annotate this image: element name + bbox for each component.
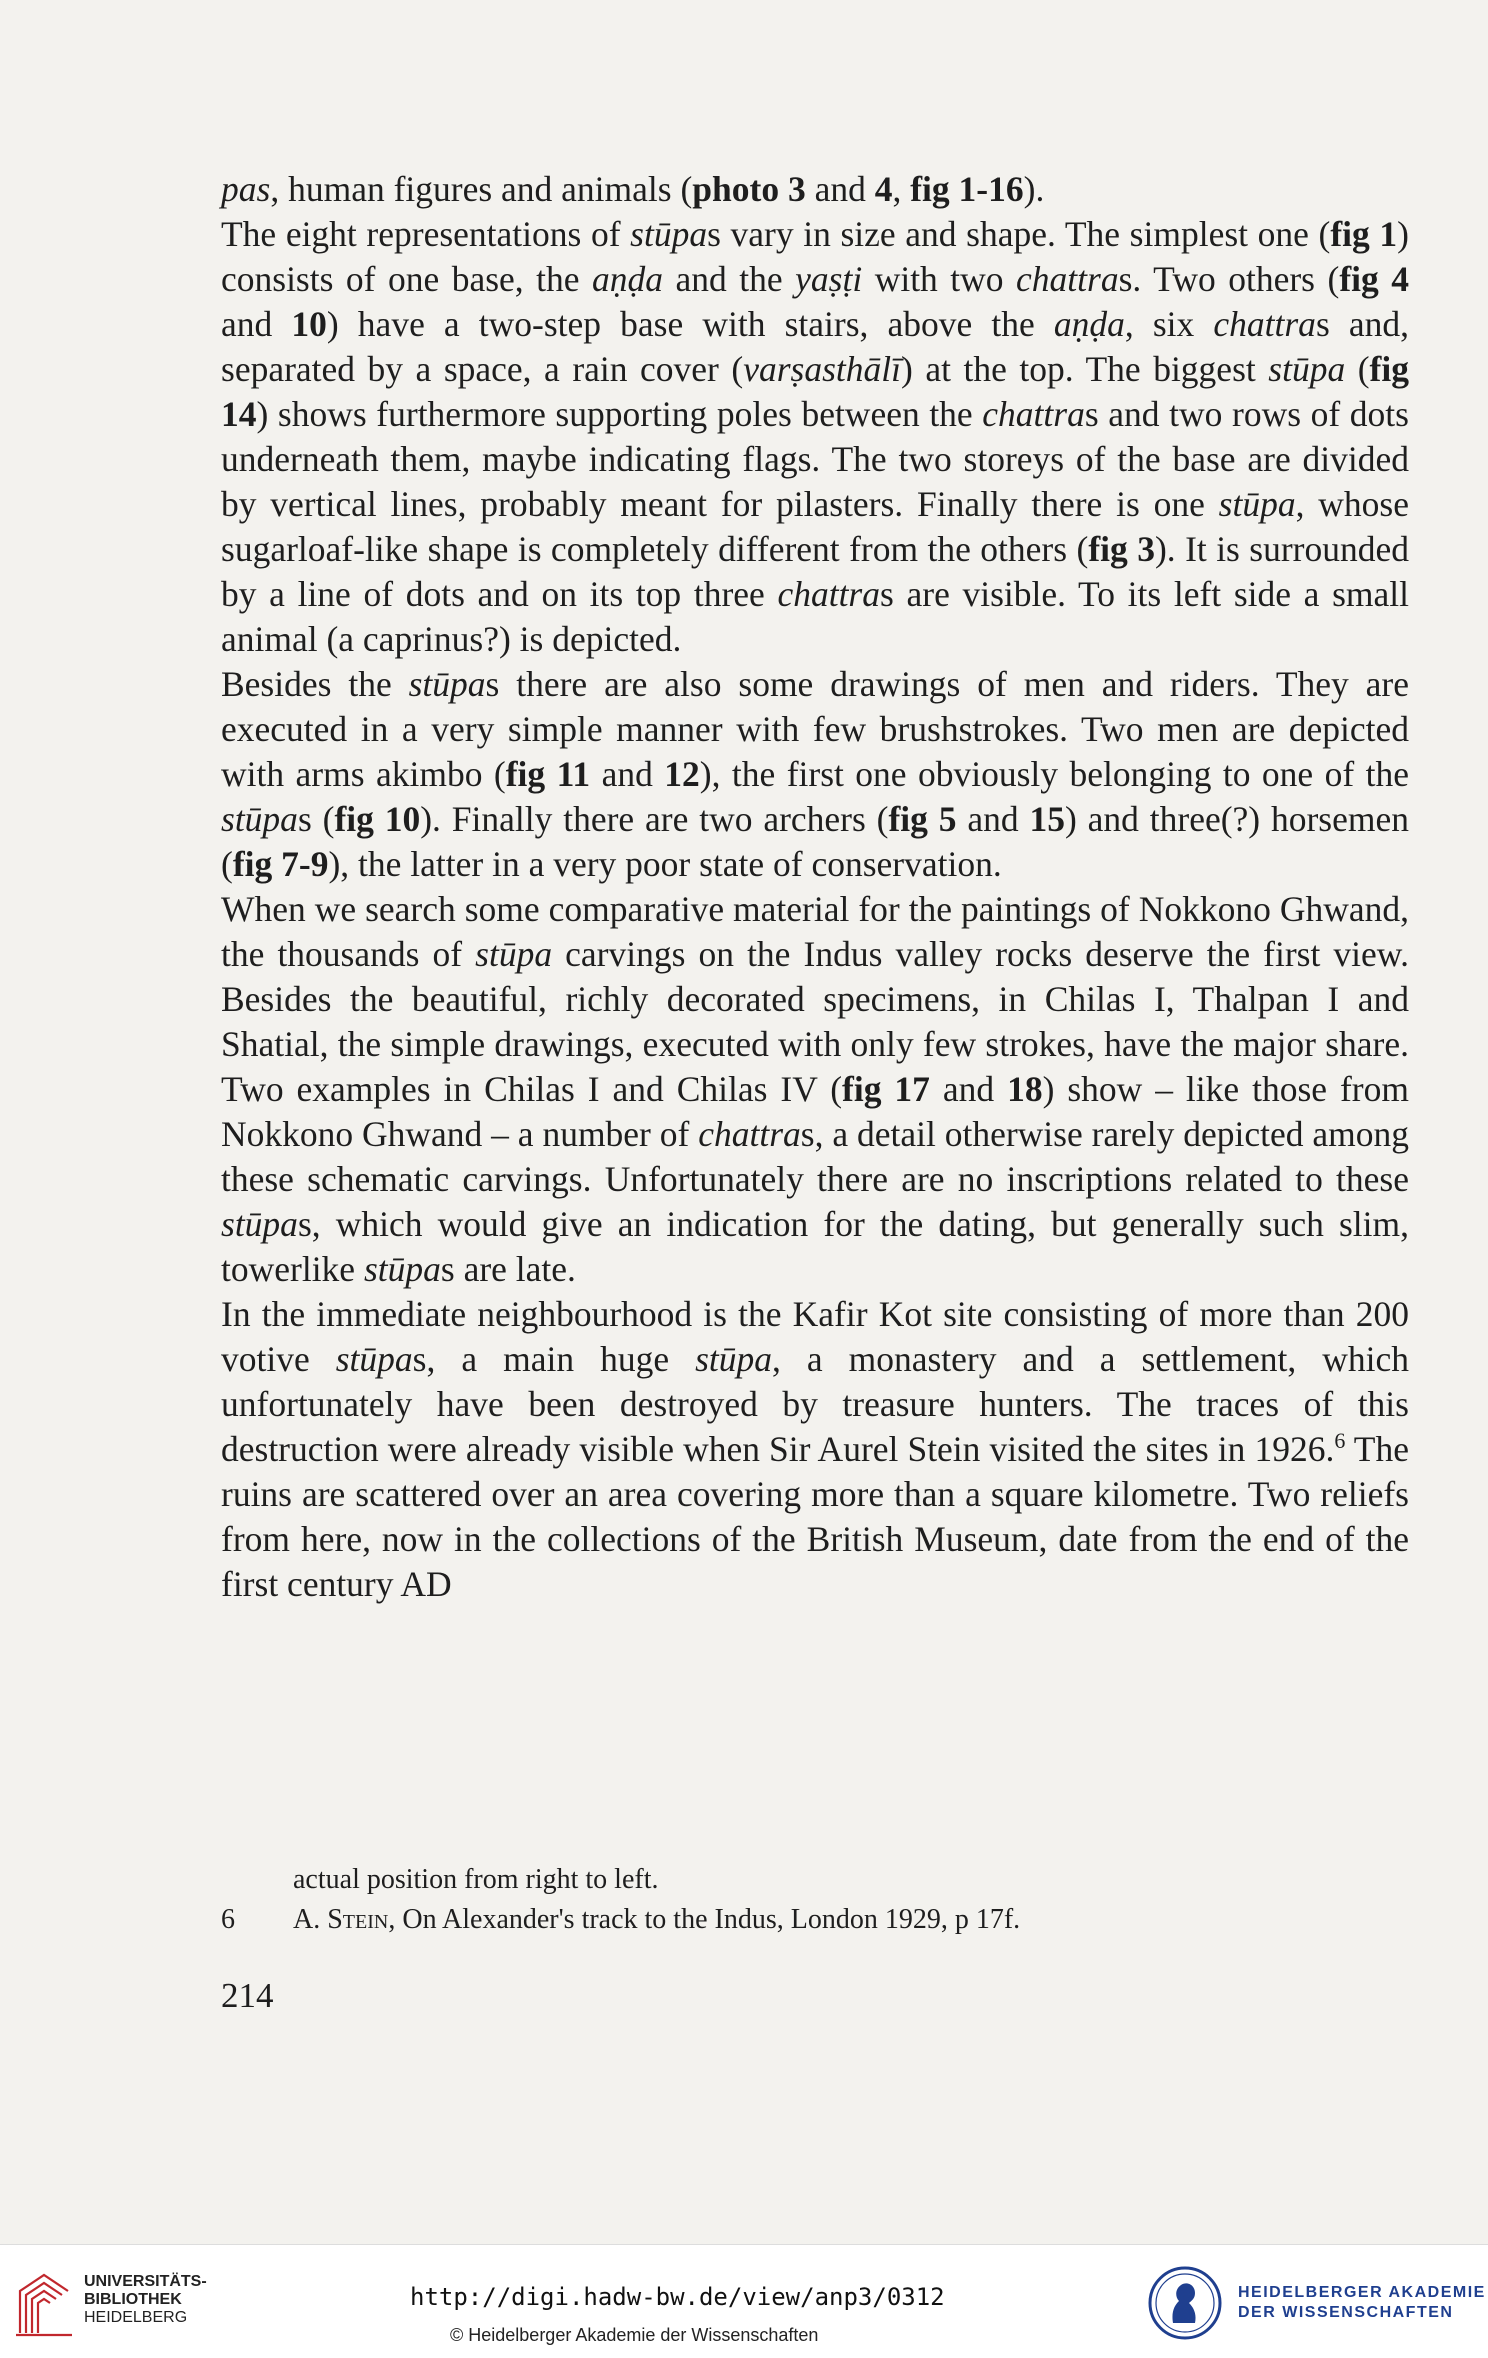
- italic-term: chattra: [1213, 304, 1316, 344]
- italic-term: pas: [221, 169, 271, 209]
- text-run: s. Two others (: [1118, 259, 1340, 299]
- university-library-logo-icon: [14, 2269, 74, 2339]
- figure-reference: 15: [1029, 799, 1065, 839]
- text-run: and the: [663, 259, 796, 299]
- figure-reference: fig 5: [888, 799, 957, 839]
- figure-reference: fig 14: [221, 349, 1409, 434]
- text-run: , whose sugarloaf-like shape is completely different from the others (: [221, 484, 1409, 569]
- text-run: , six: [1124, 304, 1214, 344]
- text-run: ), the latter in a very poor state of conservation.: [328, 844, 1002, 884]
- italic-term: stūpa: [1218, 484, 1296, 524]
- italic-term: chattra: [1016, 259, 1119, 299]
- text-run: ,: [892, 169, 911, 209]
- text-run: ) shows furthermore supporting poles between the: [256, 394, 983, 434]
- text-run: with two: [862, 259, 1017, 299]
- figure-reference: 12: [664, 754, 700, 794]
- text-run: ).: [1023, 169, 1045, 209]
- footnote-citation: , On Alexander's track to the Indus, London 1929, p 17f.: [388, 1904, 1021, 1935]
- paragraph-continuation: [221, 167, 1409, 212]
- text-run: and: [590, 754, 665, 794]
- italic-term: stūpa: [408, 664, 486, 704]
- text-run: s (: [297, 799, 335, 839]
- figure-reference: 10: [291, 304, 327, 344]
- text-run: s and, separated by a space, a rain cover (: [221, 304, 1409, 389]
- italic-term: chattra: [698, 1114, 801, 1154]
- text-run: and: [221, 304, 292, 344]
- text-run: ) consists of one base, the: [221, 214, 1409, 299]
- text-run: , a monastery and a settlement, which unfortunately have been destroyed by treasure hunters. The traces of this destruction were already visible when Sir Aurel Stein visited the sites in 1926.: [221, 1339, 1410, 1469]
- text-run: ) have a two-step base with stairs, above the: [326, 304, 1054, 344]
- italic-term: stūpa: [475, 934, 553, 974]
- figure-reference: fig 11: [505, 754, 591, 794]
- text-run: The eight representations of: [221, 214, 631, 254]
- text-run: and: [929, 1069, 1008, 1109]
- text-run: Besides the: [221, 664, 409, 704]
- text-run: ) show – like those from Nokkono Ghwand – a number of: [221, 1069, 1409, 1154]
- italic-term: yaṣṭi: [795, 259, 863, 299]
- italic-term: chattra: [777, 574, 881, 614]
- text-run: s there are also some drawings of men and riders. They are executed in a very simple manner with few brushstrokes. Two men are depicted with arms akimbo (: [221, 664, 1409, 794]
- text-run: s are late.: [440, 1249, 576, 1289]
- text-run: ), the first one obviously belonging to one of the: [699, 754, 1409, 794]
- footnote-6: [221, 1900, 1409, 1940]
- italic-term: stūpa: [335, 1339, 413, 1379]
- footnotes: [221, 1860, 1409, 1940]
- text-run: s, which would give an indication for the dating, but generally such slim, towerlike: [221, 1204, 1409, 1289]
- italic-term: varṣasthālī: [743, 349, 902, 389]
- body-text: [221, 167, 1409, 1607]
- figure-reference: 18: [1007, 1069, 1043, 1109]
- academy-name: HEIDELBERGER AKADEMIE DER WISSENSCHAFTEN: [1238, 2284, 1486, 2321]
- italic-term: stūpa: [695, 1339, 773, 1379]
- figure-reference: fig 7-9: [232, 844, 329, 884]
- footnote-number: 6: [221, 1904, 235, 1935]
- figure-reference: fig 1-16: [910, 169, 1024, 209]
- text-run: In the immediate neighbourhood is the Kafir Kot site consisting of more than 200 votive: [221, 1294, 1409, 1379]
- text-run: and: [805, 169, 875, 209]
- permalink-url[interactable]: http://digi.hadw-bw.de/view/anp3/0312: [410, 2283, 945, 2311]
- text-run: ). It is surrounded by a line of dots and on its top three: [221, 529, 1410, 614]
- figure-reference: fig 3: [1088, 529, 1155, 569]
- text-run: ) and three(?) horsemen (: [221, 799, 1410, 884]
- italic-term: stūpa: [363, 1249, 441, 1289]
- text-run: ). Finally there are two archers (: [420, 799, 889, 839]
- figure-reference: photo 3: [692, 169, 806, 209]
- figure-reference: fig 17: [842, 1069, 930, 1109]
- figure-reference: fig 1: [1330, 214, 1398, 254]
- text-run: ) at the top. The biggest: [901, 349, 1269, 389]
- footnote-marker: 6: [1334, 1428, 1346, 1454]
- page-number: 214: [221, 1976, 274, 2015]
- paragraph-comparative-material: [221, 887, 1409, 1292]
- text-run: and: [956, 799, 1030, 839]
- footnote-continuation: actual position from right to left.: [293, 1864, 659, 1895]
- figure-reference: fig 10: [334, 799, 421, 839]
- italic-term: stūpa: [221, 1204, 298, 1244]
- footer-bar: [0, 2244, 1488, 2358]
- footnote-author: A. Stein: [293, 1904, 389, 1935]
- italic-term: stūpa: [630, 214, 708, 254]
- paragraph-stupa-representations: [221, 212, 1409, 662]
- italic-term: chattra: [982, 394, 1085, 434]
- figure-reference: 4: [874, 169, 893, 209]
- academy-seal-icon: [1147, 2265, 1223, 2341]
- copyright-notice: © Heidelberger Akademie der Wissenschaften: [450, 2325, 819, 2345]
- text-run: carvings on the Indus valley rocks deserve the first view. Besides the beautiful, richly decorated specimens, in Chilas I, Thalpan I and Shatial, the simple drawings, executed with only few strokes, have the major share. Two examples in Chilas I and Chilas IV (: [221, 934, 1409, 1109]
- university-library-name: UNIVERSITÄTS- BIBLIOTHEK HEIDELBERG: [84, 2273, 207, 2326]
- text-run: s, a main huge: [412, 1339, 696, 1379]
- text-run: The ruins are scattered over an area covering more than a square kilometre. Two reliefs from here, now in the collections of the British Museum, date from the end of the first century AD: [221, 1429, 1409, 1604]
- text-run: s vary in size and shape. The simplest one (: [707, 214, 1331, 254]
- paragraph-men-and-riders: [221, 662, 1409, 887]
- paragraph-kafir-kot: [221, 1292, 1409, 1607]
- figure-reference: fig 4: [1339, 259, 1409, 299]
- text-run: s and two rows of dots underneath them, maybe indicating flags. The two storeys of the base are divided by vertical lines, probably meant for pilasters. Finally there is one: [221, 394, 1409, 524]
- italic-term: aṇḍa: [1053, 304, 1125, 344]
- italic-term: stūpa: [1268, 349, 1346, 389]
- text-run: s, a detail otherwise rarely depicted among these schematic carvings. Unfortunately there are no inscriptions related to these: [221, 1114, 1410, 1199]
- text-run: (: [1345, 349, 1370, 389]
- text-run: s are visible. To its left side a small animal (a caprinus?) is depicted.: [221, 574, 1409, 659]
- italic-term: aṇḍa: [592, 259, 664, 299]
- text-run: When we search some comparative material for the paintings of Nokkono Ghwand, the thousands of: [221, 889, 1409, 974]
- italic-term: stūpa: [221, 799, 298, 839]
- text-run: , human figures and animals (: [270, 169, 693, 209]
